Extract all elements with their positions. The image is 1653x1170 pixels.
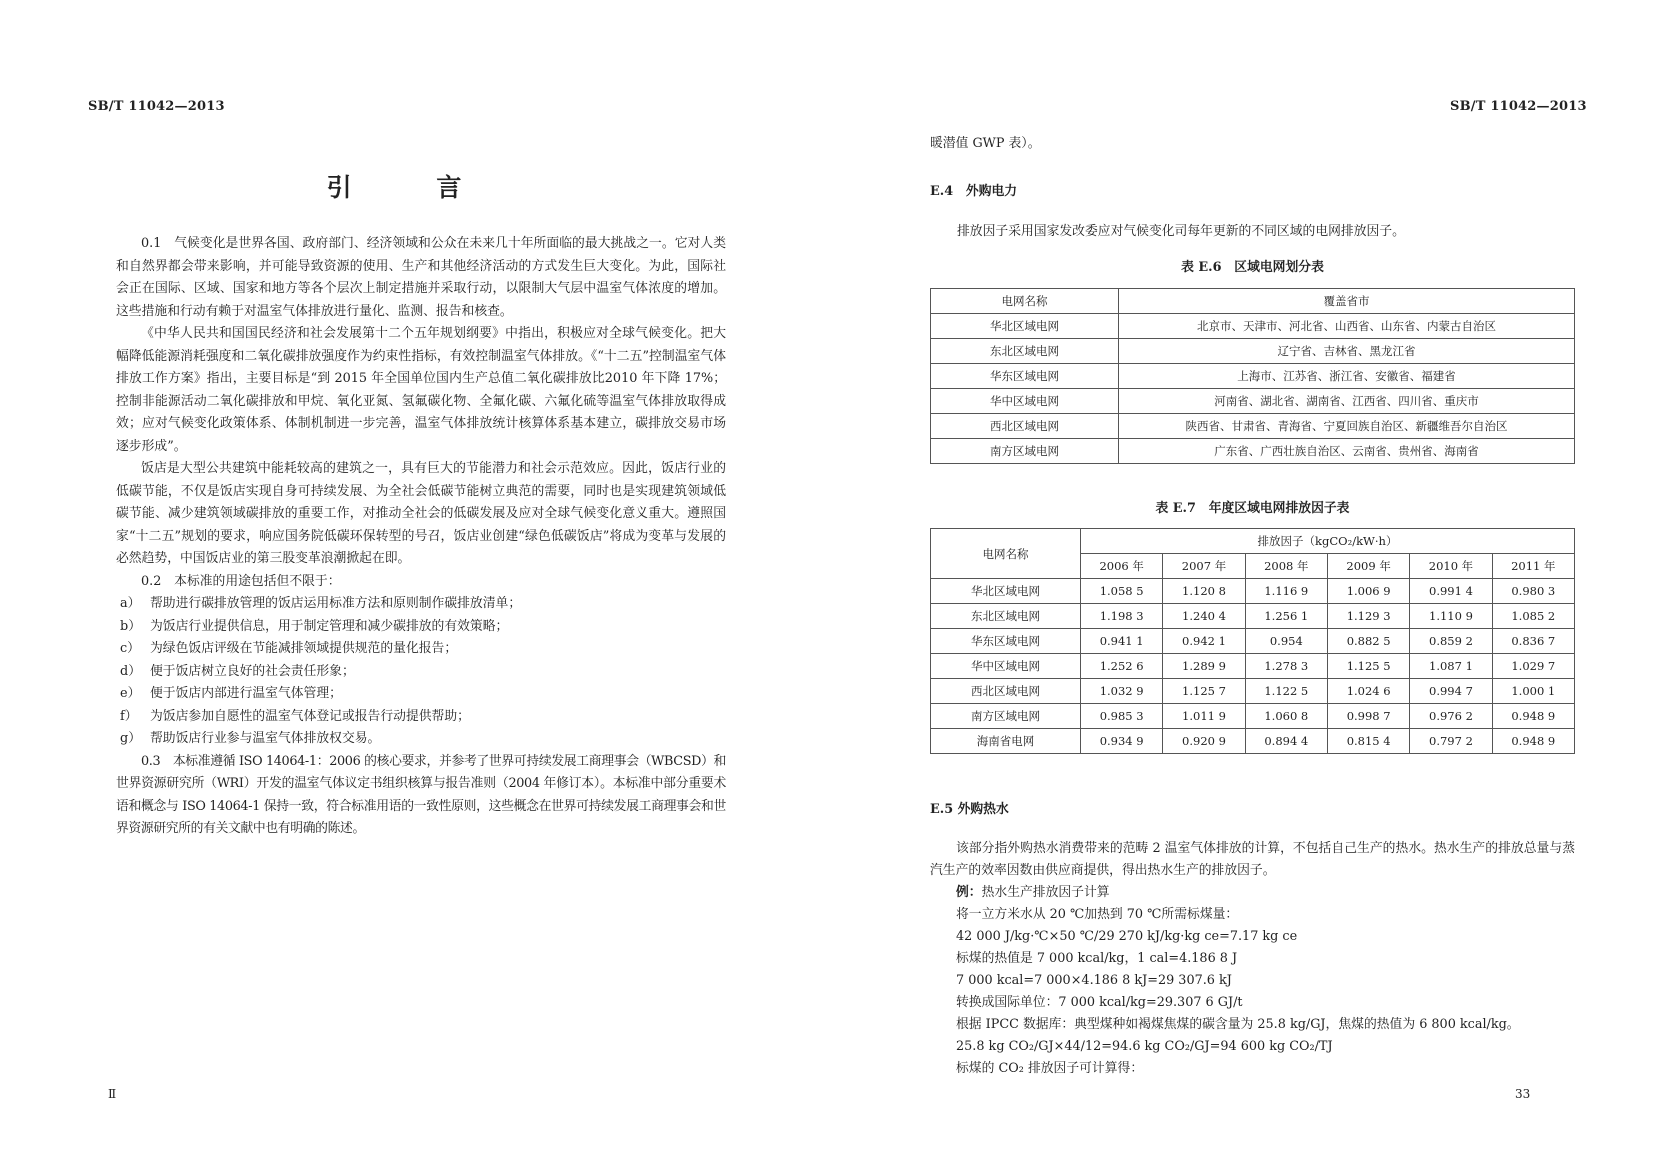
paragraph-0-2: 0.2 本标准的用途包括但不限于：: [141, 573, 341, 589]
list-item: c） 为绿色饭店评级在节能减排领域提供规范的量化报告；: [120, 641, 458, 656]
example-label: 例：: [956, 885, 982, 900]
list-item: b） 为饭店行业提供信息，用于制定管理和减少碳排放的有效策略；: [120, 618, 509, 634]
section-e5-heading: E.5 外购热水: [930, 802, 1009, 817]
right-page-number: 33: [1515, 1087, 1531, 1101]
table-row: 华东区域电网 0.941 1 0.942 1 0.954 0.882 5 0.859 2 0.836 7: [931, 629, 1575, 654]
table-e7-caption: 表 E.7 年度区域电网排放因子表: [1155, 501, 1350, 516]
purpose-list: [116, 593, 726, 751]
table-row: 华东区域电网 上海市、江苏省、浙江省、安徽省、福建省: [931, 364, 1575, 389]
example-line: 7 000 kcal=7 000×4.186 8 kJ=29 307.6 kJ: [956, 973, 1232, 988]
example-heading: [930, 882, 1575, 904]
paragraph-hotel-industry: 饭店是大型公共建筑中能耗较高的建筑之一，具有巨大的节能潜力和社会示范效应。因此，饭店行业的低碳节能，不仅是饭店实现自身可持续发展、为全社会低碳节能树立典范的需要，同时也是实现建筑领域低碳节能、减少建筑领域碳排放的重要工作，对推动全社会的低碳发展及应对全球气候变化意义重大。遵照国家“十二五”规划的要求，响应国务院低碳环保转型的号召，饭店业创建“绿色低碳饭店”将成为变革与发展的必然趋势，中国饭店业的第三股变革浪潮掀起在即。: [116, 461, 726, 566]
example-line: 转换成国际单位：7 000 kcal/kg=29.307 6 GJ/t: [956, 995, 1243, 1010]
list-item: f） 为饭店参加自愿性的温室气体登记或报告行动提供帮助；: [120, 708, 470, 724]
table-row: 西北区域电网 陕西省、甘肃省、青海省、宁夏回族自治区、新疆维吾尔自治区: [931, 414, 1575, 439]
left-page-header: SB/T 11042—2013: [88, 99, 225, 114]
list-item: a） 帮助进行碳排放管理的饭店运用标准方法和原则制作碳排放清单；: [120, 596, 522, 611]
table-e6-caption: 表 E.6 区域电网划分表: [1181, 260, 1324, 275]
example-title: 热水生产排放因子计算: [981, 885, 1110, 900]
left-page: [0, 0, 826, 1170]
table-row: 华北区域电网 1.058 5 1.120 8 1.116 9 1.006 9 0.991 4 0.980 3: [931, 579, 1575, 604]
example-line: 标煤的热值是 7 000 kcal/kg，1 cal=4.186 8 J: [956, 951, 1238, 966]
section-e5-paragraph: 该部分指外购热水消费带来的范畴 2 温室气体排放的计算，不包括自己生产的热水。热水生产的排放总量与蒸汽生产的效率因数由供应商提供，得出热水生产的排放因子。: [930, 841, 1575, 878]
table-e6-grid-regions: [930, 288, 1575, 464]
column-header: 电网名称: [931, 289, 1119, 314]
left-page-number: Ⅱ: [108, 1087, 117, 1101]
list-item: d） 便于饭店树立良好的社会责任形象；: [120, 663, 355, 679]
example-line: 标煤的 CO₂ 排放因子可计算得：: [956, 1061, 1144, 1076]
list-item: g） 帮助饭店行业参与温室气体排放权交易。: [120, 731, 381, 746]
table-header-row: [931, 289, 1575, 314]
table-row: 华中区域电网 1.252 6 1.289 9 1.278 3 1.125 5 1.087 1 1.029 7: [931, 654, 1575, 679]
column-header: 电网名称: [931, 529, 1081, 579]
page-title: 引 言: [326, 173, 500, 202]
table-row: 海南省电网 0.934 9 0.920 9 0.894 4 0.815 4 0.797 2 0.948 9: [931, 729, 1575, 754]
table-row: 南方区域电网 0.985 3 1.011 9 1.060 8 0.998 7 0.976 2 0.948 9: [931, 704, 1575, 729]
example-line: 42 000 J/kg·℃×50 ℃/29 270 kJ/kg·kg ce=7.17 kg ce: [956, 929, 1298, 944]
column-header: 覆盖省市: [1119, 289, 1575, 314]
paragraph-five-year-plan: 《中华人民共和国国民经济和社会发展第十二个五年规划纲要》中指出，积极应对全球气候变化。把大幅降低能源消耗强度和二氧化碳排放强度作为约束性指标，有效控制温室气体排放。《“十二五”控制温室气体排放工作方案》指出，主要目标是“到 2015 年全国单位国内生产总值二氧化碳排放比2010 年下降 17%；控制非能源活动二氧化碳排放和甲烷、氧化亚氮、氢氟碳化物、全氟化碳、六氟化硫等温室气体排放取得成效；应对气候变化政策体系、体制机制进一步完善，温室气体排放统计核算体系基本建立，碳排放交易市场逐步形成”。: [116, 326, 726, 454]
table-row: 南方区域电网 广东省、广西壮族自治区、云南省、贵州省、海南省: [931, 439, 1575, 464]
table-row: 东北区域电网 1.198 3 1.240 4 1.256 1 1.129 3 1.110 9 1.085 2: [931, 604, 1575, 629]
section-e4-heading: E.4 外购电力: [930, 184, 1018, 199]
paragraph-0-3: 0.3 本标准遵循 ISO 14064-1：2006 的核心要求，并参考了世界可持续发展工商理事会（WBCSD）和世界资源研究所（WRI）开发的温室气体议定书组织核算与报告准则（2004 年修订本）。本标准中部分重要术语和概念与 ISO 14064-1 保持一致，符合标准用语的一致性原则，这些概念在世界可持续发展工商理事会和世界资源研究所的有关文献中也有明确的陈述。: [116, 753, 726, 836]
table-e7-emission-factors: [930, 528, 1575, 754]
table-row: 华北区域电网 北京市、天津市、河北省、山西省、山东省、内蒙古自治区: [931, 314, 1575, 339]
table-header-row: 2006 年 2007 年 2008 年 2009 年 2010 年 2011 年: [931, 554, 1575, 579]
section-e5-body: [930, 838, 1575, 1080]
column-header: 排放因子（kgCO₂/kW·h）: [1081, 529, 1575, 554]
example-line: 将一立方米水从 20 ℃加热到 70 ℃所需标煤量：: [956, 907, 1239, 922]
table-header-row: [931, 529, 1575, 554]
section-e4-text: 排放因子采用国家发改委应对气候变化司每年更新的不同区域的电网排放因子。: [957, 224, 1405, 239]
table-row: 华中区域电网 河南省、湖北省、湖南省、江西省、四川省、重庆市: [931, 389, 1575, 414]
list-item: e） 便于饭店内部进行温室气体管理；: [120, 686, 342, 701]
example-line: 25.8 kg CO₂/GJ×44/12=94.6 kg CO₂/GJ=94 600 kg CO₂/TJ: [956, 1039, 1333, 1054]
continued-text: 暖潜值 GWP 表）。: [930, 136, 1041, 151]
paragraph-0-1: 0.1 气候变化是世界各国、政府部门、经济领域和公众在未来几十年所面临的最大挑战之一。它对人类和自然界都会带来影响，并可能导致资源的使用、生产和其他经济活动的方式发生巨大变化。为此，国际社会正在国际、区域、国家和地方等各个层次上制定措施并采取行动，以限制大气层中温室气体浓度的增加。这些措施和行动有赖于对温室气体排放进行量化、监测、报告和核查。: [116, 236, 726, 319]
right-page-header: SB/T 11042—2013: [1450, 99, 1587, 114]
example-line: 根据 IPCC 数据库：典型煤种如褐煤焦煤的碳含量为 25.8 kg/GJ，焦煤的热值为 6 800 kcal/kg。: [956, 1017, 1520, 1032]
table-row: 西北区域电网 1.032 9 1.125 7 1.122 5 1.024 6 0.994 7 1.000 1: [931, 679, 1575, 704]
table-row: 东北区域电网 辽宁省、吉林省、黑龙江省: [931, 339, 1575, 364]
introduction-body: [116, 233, 726, 841]
